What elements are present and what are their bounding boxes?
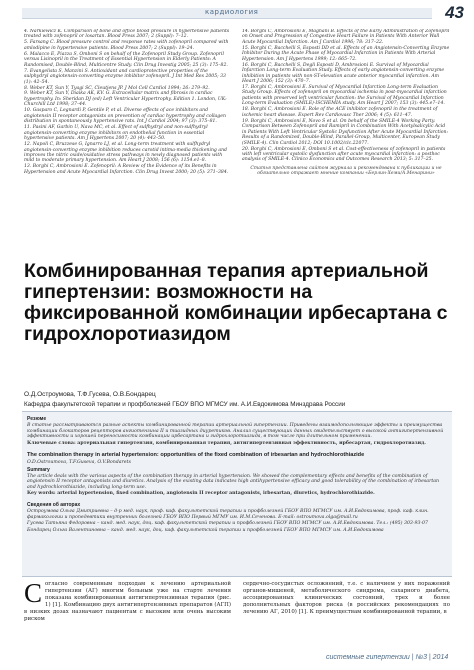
reference-item: 11. Pasini AF, Garbin U, Nava MC, et al. Effect of sulfhydryl and non-sulfhydryl angiotensin-converting enzyme inhibitors on endothelial function in essential hypertensive patients. Am J Hypertens 2007; 20 (4): 443–50. — [24, 125, 208, 142]
article-affiliation: Кафедра факультетской терапии и профболезней ГБОУ ВПО МГМСУ им. А.И.Евдокимова Минздрава России — [24, 401, 346, 408]
reference-item: 4. Narkiewicz K. Comparison of bone and office blood pressure in hypertensive patients treated with zofenopril or losartan. Blood Press 2007; 2 (Suppl): 7–12. — [24, 29, 230, 40]
reference-item: 9. Weber KT, Sun Y, Diaika AK, KV. G. Extracellular matrix and fibrosis in cardiac hypertrophy. In: Sheridan DJ (ed) Left Ventricular Hypertrophy. Edition 1. London, UK: Churchill Ltd 1998; 37–44. — [24, 91, 227, 108]
reference-item: 5. Farsang C. Blood pressure control and response rates with zofenopril compared with amlodipine in hypertensive patients. Blood Press 2007; 2 (Suppl): 19–24. — [24, 40, 229, 51]
reference-item: 20. Borghi C, Ambrosioni E, Omboni S et al. Cost-effectiveness of zofenopril in patients with left ventricular systolic dysfunction after acute myocardial infarction: a posthoc analysis of SMILE-4. Clinico Economics and Outcomes Research 2013; 5: 317–25. — [242, 146, 446, 163]
page-number: 43 — [445, 3, 464, 22]
english-title: The combination therapy in arterial hypertension: opportunities of the fixed combination of irbesartan and hydrochlorothiazide — [27, 452, 365, 459]
references-column-left — [24, 29, 232, 258]
authors-info-heading: Сведения об авторах — [27, 501, 81, 508]
reference-item: 7. Evangelista S, Manzini S. Antioxidant and cardioprotective properties of the sulphydryl angiotensin-converting enzyme inhibitor zofenopril. J Int Med Res 2005; 33 (1): 42–54. — [24, 68, 226, 85]
abstract-box — [22, 411, 452, 577]
author-info: Бондарец Ольга Валентиновна – канд. мед. наук, доц. каф. факультетской терапии и профболезней ГБОУ ВПО МГМСУ им. А.И.Евдокимова — [27, 527, 384, 533]
reference-item: 19. Borghi C, Ambrosioni E, Novo S et al. On behalf of the SMILE-4 Working Party. Comparison Between Zofenopril and Ramipril in Combination With Acetylsalicylic Acid in Patients With Left Ventricular Systolic Dysfunction After Acute Myocardial Infarction: Results of a Randomized, Double-Blind, Parallel-Group, Multicenter, European Study (SMILE-4). Clin Cardiol 2012; DOI 10.1002/clc.22077. — [242, 118, 449, 146]
divider — [27, 498, 447, 501]
reference-item: 18. Borghi C, Ambrosioni E. Role of the ACE inhibitor zofenopril in the treatment of ischemic heart disease. Expert Rev Cardiovasc Ther 2006; 4 (5): 611–47. — [242, 107, 438, 118]
summary-heading: Summary — [27, 466, 50, 473]
article-authors: О.Д.Остроумова, Т.Ф.Гусева, О.В.Бондарец — [24, 391, 156, 398]
reference-item: 8. Weber KT, Sun Y, Tyagi SC, Cleutjens JP. J Mol Cell Cardiol 1994; 26: 279–92. — [24, 85, 210, 91]
body-text: огласно современным подходам к лечению артериальной гипертензии (АГ) многим больным уже на старте лечения показана комбинированная антигипертензивная терапия (рис. 1) [1]. Комбинацию двух антигипертензивных препаратов (АГП) в низких дозах назначают пациентам с высоким или очень высоким риском — [24, 581, 231, 622]
references-column-right — [242, 29, 450, 258]
article-title: Комбинированная терапия артериальной гипертензии: возможности на фиксированной комбинации ирбесартана с гидрохлоротиазидом — [24, 260, 448, 345]
summary-text: The article deals with the various aspects of the combination therapy in arterial hypertension. We showed the complementary effects and benefits of the combination of angiotensin II receptor antagonists and diuretics. Analysis of the existing data indicates high antihypertensive efficacy and good tolerability of the combination of irbesartan and hydrochlorothiazide, including long-term use. — [27, 473, 440, 490]
reference-item: 10. Gasparo C, Legnardi P, Gentile P, et al. Diverse effects of ace inhibitors and angiotensin II receptor antagonists on prevention of cardiac hypertrophy and collagen distribution in spontaneously hypertensive rats. Int J Cardiol 2004; 97 (3): 375–81. — [24, 108, 226, 125]
english-authors: O.D.Ostroumova, T.F.Guseva, O.V.Bondarets — [27, 459, 131, 465]
reference-item: 13. Borghi C, Ambrosioni E. Zofenopril: A Review of the Evidence of its Benefits in Hypertension and Acute Myocardial Infarction. Clin Drug Invest 2000; 20 (5): 371–384. — [24, 164, 229, 175]
reference-item: 6. Malacco E, Piazza S, Omboni S on behalf of the Zofenopril Study Group. Zofenopril versus Lisinopril in the Treatment of Essential Hypertension in Elderly Patients: A Randomised, Double-Blind, Multicentre Study. Clin Drug Investig 2005; 25 (3): 175–82. — [24, 51, 228, 68]
drop-cap: С — [24, 581, 43, 608]
page-header — [0, 0, 474, 24]
reference-item: 14. Borghi C, Ambrosioni E, Magnani B. Effects of the Early Administration of Zofenopril on Onset and Progression of Congestive Heart Failure in Patients With Anterior Wall Acute Myocardial Infarction. Am J Cardiol 1996; 78: 317–22. — [242, 29, 450, 45]
body-paragraph: сердечно-сосудистых осложнений, т.е. с наличием у них поражений органов-мишеней, метаболического синдрома, сахарного диабета, ассоциированных клинических состояний, трех и более дополнительных факторов риска (в российских рекомендациях по лечению АГ, 2010) [1]. К преимуществам комбинированной терапии, в — [243, 581, 450, 615]
reference-item: 17. Borghi C, Ambrosioni E. Survival of Myocardial Infarction Long-term Evaluation Study Group. Effects of zofenopril on myocardial ischemia in post-myocardial infarction patients with preserved left ventricular function: the Survival of Myocardial Infarction Long-term Evaluation (SMILE)-ISCHEMIA study. Am Heart J 2007; 153 (3): 445.e7–14. — [242, 85, 447, 107]
author-info: Гусева Татьяна Федоровна – канд. мед. наук, доц. каф. факультетской терапии и профболезней ГБОУ ВПО МГМСУ им. А.И.Евдокимова. Тел.: (495) 303-93-07 — [27, 521, 429, 527]
reference-item: 15. Borghi C, Bacchelli S, Esposti DD et al. Effects of an Angiotensin-Converting Enzyme Inhibitor During the Acute Phase of Myocardial Infarction in Patients With Arterial Hypertension. Am J Hypertens 1999; 12: 665–72. — [242, 45, 450, 62]
references-caption: Статья представлена сайтом журнала и рекомендована к публикации и не обязательно отражает мнение компании «Берлин-Хеми/А.Менарини» — [250, 165, 442, 177]
body-column-left — [24, 581, 231, 649]
page-footer: системные гипертензии | №3 | 2014 — [326, 654, 449, 661]
references-section — [24, 29, 450, 258]
resume-text: В статье рассматриваются разные аспекты комбинированной терапии артериальной гипертензии. Приведены взаимодополняющие эффекты и преимущества комбинации блокаторов рецепторов ангиотензина II и тиазидных диуретиков. Анализ существующих данных свидетельствует о высокой антигипертензивной эффективности и хорошей переносимости комбинации ирбесартана и гидрохлоротиазида, в том числе при длительном применении. — [27, 423, 444, 440]
keywords-en: Key words: arterial hypertension, fixed combination, angiotensin II receptor antagonists, irbesartan, diuretics, hydrochlorothiazide. — [27, 491, 375, 497]
author-info: Остроумова Ольга Дмитриевна – д-р мед. наук, проф. каф. факультетской терапии и профболезней ГБОУ ВПО МГМСУ им. А.И.Евдокимова, проф. каф. клин. фармакологии и пропедевтики внутренних болезней ГБОУ ВПО Первый МГМУ им. И.М.Сеченова. E-mail: ostroumova.olga@mail.ru — [27, 508, 429, 520]
article-body — [24, 581, 450, 649]
reference-item: 12. Napoli C, Bruzzese G, Ignarro LJ, et al. Long-term treatment with sulfhydryl angiotensin-converting enzyme inhibition reduces carotid intima-media thickening and improves the nitric oxide/oxidative stress pathways in newly diagnosed patients with mild to moderate primary hypertension. Am Heart J 2008; 156 (6): 1154.e1–8. — [24, 142, 227, 164]
reference-item: 16. Borghi C, Bacchelli S, Degli Esposti D, Ambrosioni E. Survival of Myocardial Infarction Long-term Evaluation Study. Effects of early angiotensin-converting enzyme inhibition in patients with non-ST-elevation acute anterior myocardial infarction. Am Heart J 2006; 152 (3): 470–7. — [242, 62, 445, 85]
section-name: кардиология — [205, 8, 259, 16]
keywords-ru: Ключевые слова: артериальная гипертензия, комбинированная терапия, антигипертензивная эффективность, ирбесартан, гидрохлоротиазид. — [27, 440, 426, 446]
divider — [27, 447, 447, 450]
resume-heading: Резюме — [27, 416, 47, 422]
body-column-right — [243, 581, 450, 649]
body-paragraph — [24, 581, 231, 623]
